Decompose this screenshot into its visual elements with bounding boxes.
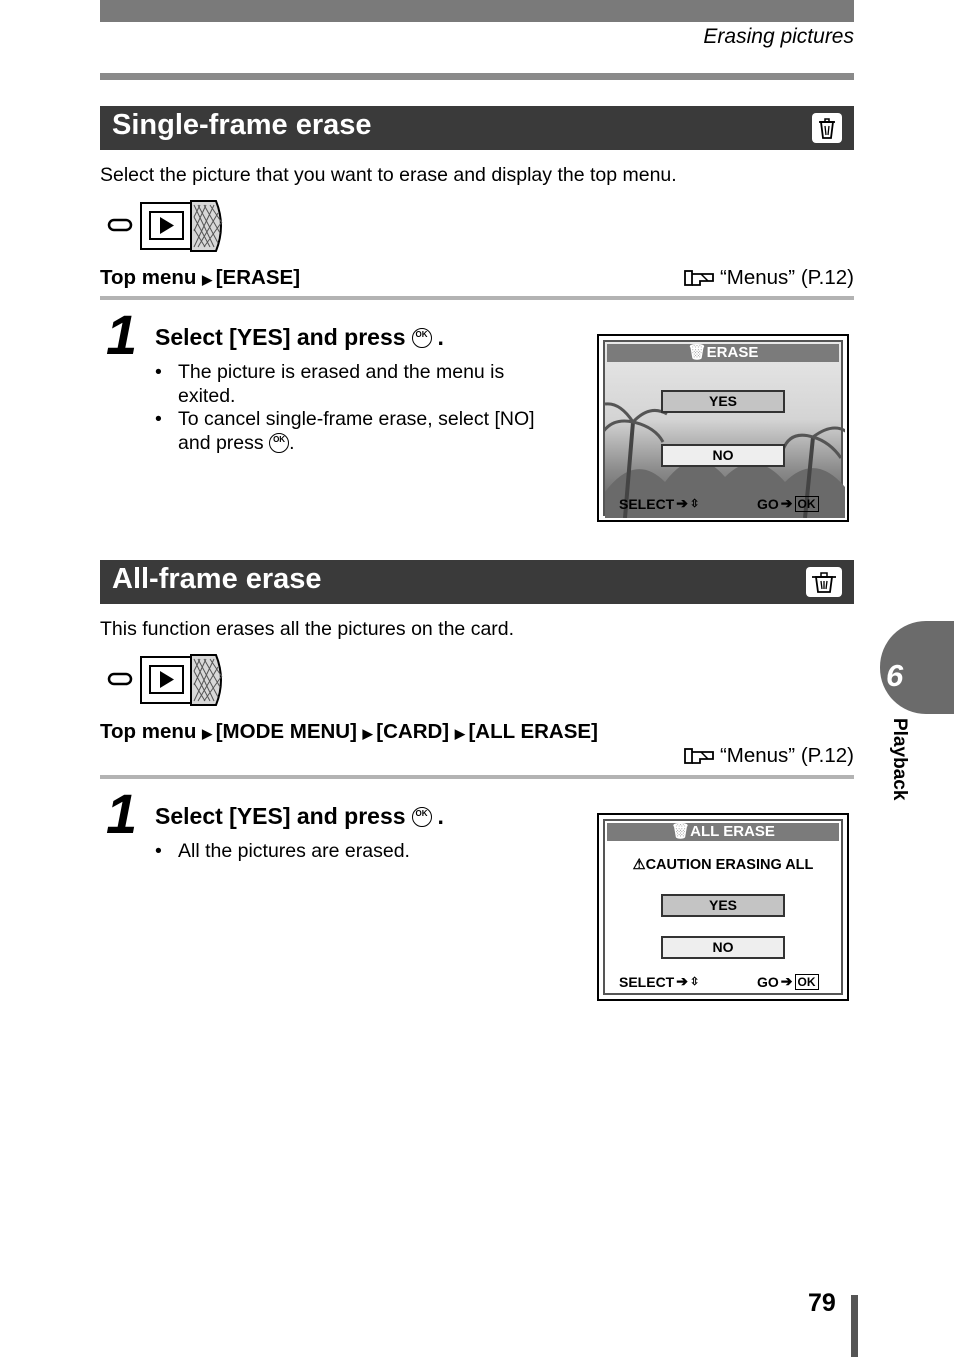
reference-text: “Menus” (P.12) [719,744,854,767]
all-intro: This function erases all the pictures on the card. [100,618,515,640]
section-title: All-frame erase [112,563,322,595]
step-number: 1 [106,303,138,366]
up-down-icon: ⇳ [689,976,700,988]
single-menu-ref [683,266,854,290]
single-bullets [155,361,555,455]
all-erase-icon [806,567,842,597]
section-header-all [100,560,854,604]
menu-rule [100,775,854,779]
erase-icon [812,113,842,143]
book-reference-icon [683,268,717,288]
arrow-right-icon: ➔ [676,973,688,989]
header-rule [100,73,854,80]
lcd-footer-select [619,973,699,990]
single-intro: Select the picture that you want to erase and display the top menu. [100,164,677,186]
arrow-right-icon: ➔ [780,495,793,511]
section-title: Single-frame erase [112,109,372,141]
single-menu-path [100,266,300,290]
section-header-single [100,106,854,150]
ok-box: OK [795,496,819,512]
menu-path-item: [ERASE] [215,266,301,289]
lcd-screen-erase [597,334,849,522]
arrow-right-icon: ▶ [454,726,469,741]
arrow-right-icon: ➔ [676,495,688,511]
caution-message [605,857,841,873]
chapter-number: 6 [886,658,904,693]
ok-button-icon: OK [412,328,432,348]
list-item: • To cancel single-frame erase, select [NO] and press OK . [155,408,555,455]
yes-option[interactable]: YES [661,894,785,917]
warning-icon: ⚠ [632,857,646,873]
yes-option[interactable]: YES [661,390,785,413]
step-title-text: Select [YES] and press [155,324,406,350]
menu-path-item: Top menu [100,266,197,289]
lcd-title [607,344,839,362]
lcd-footer-select [619,495,699,512]
select-label: SELECT [619,495,675,512]
page-number-bar [851,1295,858,1357]
arrow-right-icon: ▶ [202,726,216,741]
lcd-title [607,823,839,841]
reference-text: “Menus” (P.12) [719,266,854,289]
step-title-text: Select [YES] and press [155,803,406,829]
erase-icon: 🗑 [687,344,707,361]
step-title: Select [YES] and press OK . [155,324,444,350]
go-label: GO [757,973,779,990]
menu-path-item: [ALL ERASE] [468,720,598,743]
playback-mode-dial-icon [106,197,230,260]
list-item: • All the pictures are erased. [155,840,555,864]
ok-box: OK [795,974,819,990]
chapter-label: Playback [889,718,910,801]
lcd-footer-go [757,495,819,512]
menu-path-item: [MODE MENU] [215,720,357,743]
lcd-footer-go [757,973,819,990]
up-down-icon: ⇳ [689,498,700,510]
go-label: GO [757,495,779,512]
book-reference-icon [683,746,717,766]
caution-text: CAUTION ERASING ALL [645,857,814,873]
arrow-right-icon: ➔ [780,973,793,989]
menu-path-item: [CARD] [376,720,450,743]
ok-button-icon: OK [412,807,432,827]
all-erase-icon: 🗑 [671,823,691,840]
arrow-right-icon: ▶ [362,726,377,741]
no-option[interactable]: NO [661,936,785,959]
all-bullets [155,840,555,864]
page-number: 79 [808,1289,836,1317]
no-option[interactable]: NO [661,444,785,467]
arrow-right-icon: ▶ [202,272,216,287]
ok-button-icon: OK [269,433,289,453]
list-item-text: To cancel single-frame erase, select [NO] and press [178,408,535,454]
all-menu-ref [683,744,854,768]
list-item: • The picture is erased and the menu is exited. [155,361,555,408]
lcd-title-text: ALL ERASE [690,823,775,840]
lcd-title-text: ERASE [706,344,759,361]
menu-rule [100,296,854,300]
menu-path-item: Top menu [100,720,197,743]
step-number: 1 [106,782,138,845]
step-title: Select [YES] and press OK . [155,803,444,829]
lcd-screen-all-erase [597,813,849,1001]
select-label: SELECT [619,973,675,990]
all-menu-path [100,720,598,744]
header-bar [100,0,854,22]
playback-mode-dial-icon [106,651,230,714]
palm-tree-photo [605,342,845,518]
header-title: Erasing pictures [703,25,854,48]
